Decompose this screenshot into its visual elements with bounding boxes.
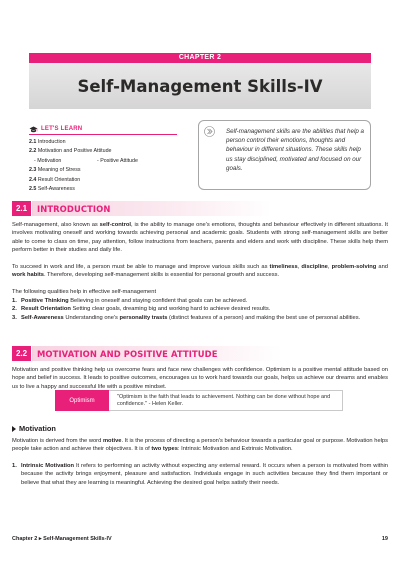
section-heading-motivation bbox=[12, 346, 372, 361]
qualities-list bbox=[12, 297, 388, 322]
double-chevron-icon bbox=[204, 126, 215, 137]
optimism-quote: "Optimism is the faith that leads to achievement. Nothing can be done without hope and confidence." - Helen Keller. bbox=[117, 394, 331, 408]
title-band bbox=[29, 63, 371, 109]
paragraph: The following qualities help in effective self-management bbox=[12, 289, 157, 295]
divider bbox=[29, 134, 177, 135]
page-number: 19 bbox=[381, 536, 388, 542]
paragraph: Motivation and positive thinking help us overcome fears and face new challenges with confidence. Optimism is a positive mental attitude based on hope and belief in success. It leads to positive outcomes, encourages us to work hard towards our goals, helps us achieve our dreams and enables us to live a happy and successful life with a positive mindset. bbox=[12, 367, 388, 390]
paragraph: Motivation is derived from the word motive. It is the process of directing a person's behaviour towards a particular goal or purpose. Motivation helps people take action and achieve their objectives. It is of two types: Intrinsic Motivation and Extrinsic Motivation. bbox=[12, 438, 389, 453]
paragraph: To succeed in work and life, a person must be able to manage and improve various skills such as timeliness, discipline, problem-solving and work habits. Therefore, developing self-management skills is essential for personal growth and success. bbox=[12, 264, 388, 279]
list-item: 2.5 Self-Awareness bbox=[29, 186, 75, 193]
list-subitems: - Motivation - Positive Attitude bbox=[34, 157, 138, 164]
list-item: 1. Positive Thinking Believing in oneself and staying confident that goals can be achieved. bbox=[12, 298, 248, 304]
footer-chapter: Chapter 2 ▸ Self-Management Skills-IV bbox=[12, 536, 112, 542]
section-number: 2.2 bbox=[12, 346, 31, 361]
list-item: 2.2 Motivation and Positive Attitude bbox=[29, 148, 112, 155]
triangle-bullet-icon bbox=[12, 426, 16, 432]
section-title: MOTIVATION AND POSITIVE ATTITUDE bbox=[37, 348, 218, 359]
intro-quote-text: Self-management skills are the abilities that help a person control their emotions, thoughts and behaviour in different situations. These skills help us stay disciplined, motivated and focused on our goals. bbox=[226, 128, 364, 172]
section-title: INTRODUCTION bbox=[37, 203, 111, 214]
list-item: 2.3 Meaning of Stress bbox=[29, 167, 81, 174]
section-number: 2.1 bbox=[12, 201, 31, 216]
subheading-motivation: Motivation bbox=[12, 424, 56, 433]
list-item: 2. Result Orientation Setting clear goals, dreaming big and working hard to achieve desired results. bbox=[12, 306, 271, 313]
section-heading-introduction bbox=[12, 201, 372, 216]
list-item: 2.4 Result Orientation bbox=[29, 176, 81, 183]
optimism-quote-box bbox=[55, 390, 343, 411]
list-item: 1. Intrinsic Motivation It refers to performing an activity without expecting any external reward. It occurs when a person is motivated from within because the activity brings enjoyment, pleasure and satisfaction. Individuals engage in such activities because they find them important or believe that what they are learning is meaningful. Achieving the desired goal helps satisfy their needs. bbox=[12, 463, 388, 486]
list-item: 2.1 Introduction bbox=[29, 139, 66, 145]
optimism-label: Optimism bbox=[55, 390, 109, 411]
paragraph: Self-management, also known as self-control, is the ability to manage one's emotions, thoughts and behaviour effectively in different situations. It involves motivating oneself and working towards achieving personal and academic goals. Students with strong self-management skills are better able to come to class on time, pay attention, follow instructions from teachers, parents and elders and work with discipline. These skills help them perform better in their studies and daily life. bbox=[12, 222, 388, 254]
list-item: 3. Self-Awareness Understanding one's personality trasts (distinct features of a person) and making the best use of personal abilities. bbox=[12, 314, 361, 321]
intro-quote-box bbox=[198, 120, 371, 190]
motivation-types-list bbox=[12, 462, 388, 487]
lets-learn-box bbox=[29, 125, 195, 194]
chapter-tag: CHAPTER 2 bbox=[29, 53, 371, 63]
graduation-cap-icon bbox=[29, 126, 38, 133]
page-title: Self-Management Skills-IV bbox=[77, 76, 323, 96]
page-footer bbox=[12, 536, 388, 542]
lets-learn-heading: LET'S LEARN bbox=[41, 126, 83, 132]
